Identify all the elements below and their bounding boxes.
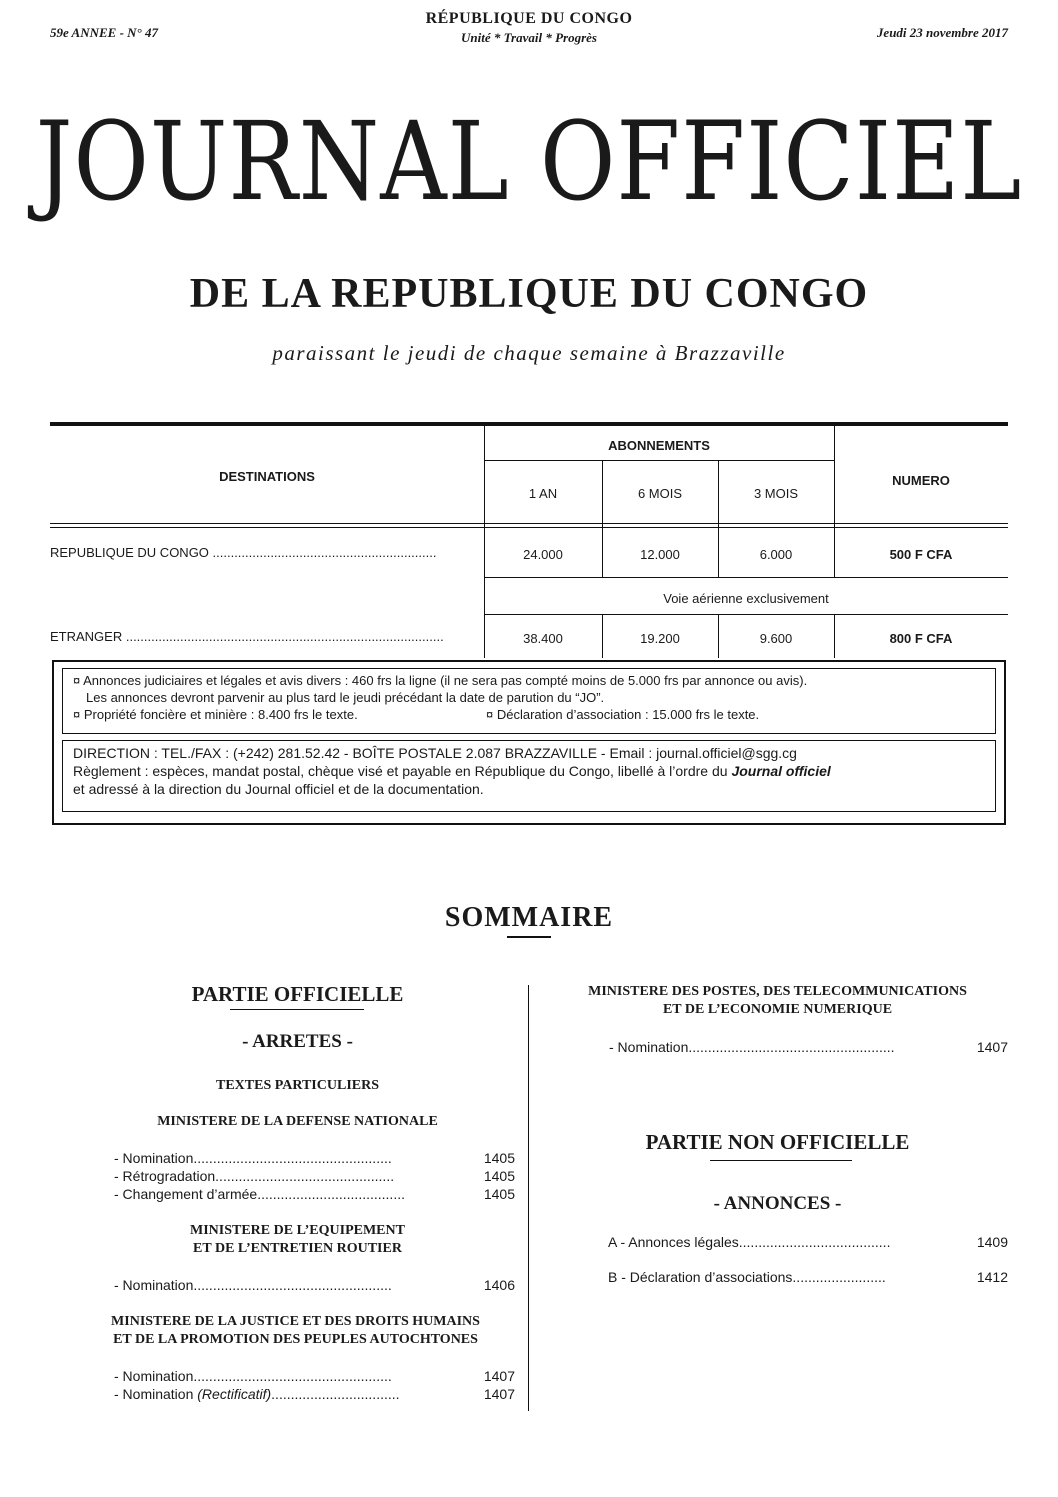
toc-entry[interactable]: - Rétrogradation.............................................. — [114, 1168, 395, 1184]
ministry-justice-heading — [58, 1313, 533, 1349]
reglement-end: et adressé à la direction du Journal officiel et de la documentation. — [73, 781, 484, 797]
toc-page: 1407 — [483, 1386, 515, 1402]
notice-line: Les annonces devront parvenir au plus tard le jeudi précédant la date de parution du “JO”. — [86, 690, 605, 705]
ministry-postes-heading — [540, 983, 1015, 1019]
partie-non-officielle-heading: PARTIE NON OFFICIELLE — [645, 1130, 910, 1154]
arretes-heading: - ARRETES - — [242, 1031, 353, 1052]
toc-page: 1412 — [976, 1269, 1008, 1285]
toc-entry[interactable]: - Nomination................................................... — [114, 1277, 392, 1293]
row-congo-3mois: 6.000 — [759, 547, 793, 562]
table-rule — [484, 460, 834, 461]
masthead-subtitle: DE LA REPUBLIQUE DU CONGO — [189, 271, 869, 317]
toc-entry[interactable]: - Nomination................................................... — [114, 1150, 392, 1166]
masthead-title: JOURNAL OFFICIEL — [35, 98, 1023, 225]
heading-underline — [710, 1160, 852, 1161]
air-mail-note: Voie aérienne exclusivement — [663, 591, 829, 606]
row-etranger-3mois: 9.600 — [759, 631, 793, 646]
toc-page: 1405 — [483, 1150, 515, 1166]
issue-date: Jeudi 23 novembre 2017 — [876, 25, 1008, 40]
header-destinations: DESTINATIONS — [219, 469, 315, 484]
header-numero: NUMERO — [892, 473, 950, 488]
country-name: RÉPUBLIQUE DU CONGO — [425, 10, 633, 27]
table-rule — [484, 614, 1008, 615]
toc-page: 1406 — [483, 1277, 515, 1293]
toc-entry[interactable]: B - Déclaration d’associations........................ — [608, 1269, 886, 1285]
toc-entry[interactable]: - Nomination (Rectificatif)................................. — [114, 1386, 400, 1402]
row-congo-6mois: 12.000 — [640, 547, 680, 562]
rectificatif-label: (Rectificatif) — [197, 1386, 272, 1402]
toc-page: 1407 — [976, 1039, 1008, 1055]
table-top-rule — [50, 422, 1008, 426]
toc-entry[interactable]: - Nomination................................................... — [114, 1368, 392, 1384]
heading-line: MINISTERE DE L’EQUIPEMENT — [190, 1223, 405, 1238]
reglement-line — [73, 762, 985, 780]
heading-underline — [230, 1009, 364, 1010]
toc-page: 1405 — [483, 1186, 515, 1202]
table-rule — [484, 426, 485, 658]
row-congo-label: REPUBLIQUE DU CONGO .............................................................. — [50, 545, 437, 560]
toc-page: 1405 — [483, 1168, 515, 1184]
notice-line — [73, 706, 985, 723]
header-abonnements: ABONNEMENTS — [608, 438, 710, 453]
row-etranger-1an: 38.400 — [523, 631, 563, 646]
heading-line: ET DE LA PROMOTION DES PEUPLES AUTOCHTONES — [113, 1332, 478, 1347]
header-1an: 1 AN — [528, 486, 558, 501]
heading-line: ET DE L’ECONOMIE NUMERIQUE — [662, 1002, 893, 1017]
reglement-text: Règlement : espèces, mandat postal, chèque visé et payable en République du Congo, libellé à l’ordre du — [73, 763, 728, 779]
row-etranger-label: ETRANGER ........................................................................................ — [50, 629, 444, 644]
table-rule — [484, 577, 1008, 578]
notice-association: ¤ Déclaration d’association : 15.000 frs le texte. — [486, 707, 760, 722]
issue-number: 59e ANNEE - N° 47 — [50, 25, 158, 40]
annonces-heading: - ANNONCES - — [713, 1193, 842, 1214]
reglement-journal: Journal officiel — [731, 763, 831, 779]
heading-line: MINISTERE DES POSTES, DES TELECOMMUNICATIONS — [588, 984, 967, 999]
masthead-tagline: paraissant le jeudi de chaque semaine à Brazzaville — [272, 341, 786, 365]
toc-entry[interactable]: A - Annonces légales....................................... — [608, 1234, 891, 1250]
ministry-equipement-heading — [60, 1222, 535, 1258]
row-congo-numero: 500 F CFA — [889, 547, 953, 562]
heading-line: ET DE L’ENTRETIEN ROUTIER — [193, 1241, 402, 1256]
toc-page: 1409 — [976, 1234, 1008, 1250]
partie-officielle-heading: PARTIE OFFICIELLE — [191, 982, 404, 1006]
notice-propriete: ¤ Propriété foncière et minière : 8.400 frs le texte. — [73, 707, 358, 722]
subscription-table — [50, 422, 1008, 662]
national-motto: Unité * Travail * Progrès — [460, 30, 597, 45]
notice-line: ¤ Annonces judiciaires et légales et avis divers : 460 frs la ligne (il ne sera pas compté moins de 5.000 frs par annonce ou avis). — [73, 673, 808, 688]
toc-page: 1407 — [483, 1368, 515, 1384]
sommaire-underline — [507, 936, 551, 938]
row-congo-1an: 24.000 — [523, 547, 563, 562]
pricing-notice — [62, 668, 996, 734]
table-rule — [50, 527, 1008, 528]
toc-entry[interactable]: - Nomination..................................................... — [609, 1039, 895, 1055]
row-etranger-6mois: 19.200 — [640, 631, 680, 646]
notice-box — [52, 660, 1006, 825]
table-rule — [50, 523, 1008, 524]
sommaire-title: SOMMAIRE — [444, 902, 614, 933]
direction-contact: DIRECTION : TEL./FAX : (+242) 281.52.42 - BOÎTE POSTALE 2.087 BRAZZAVILLE - Email : journal.officiel@sgg.cg — [73, 745, 797, 761]
heading-line: MINISTERE DE LA JUSTICE ET DES DROITS HUMAINS — [111, 1314, 480, 1329]
header-center — [0, 10, 1058, 46]
direction-notice — [62, 740, 996, 812]
toc-entry[interactable]: - Changement d’armée...................................... — [114, 1186, 405, 1202]
ministry-defense-heading: MINISTERE DE LA DEFENSE NATIONALE — [157, 1114, 438, 1129]
header-6mois: 6 MOIS — [637, 486, 683, 501]
header-3mois: 3 MOIS — [753, 486, 799, 501]
textes-particuliers-heading: TEXTES PARTICULIERS — [215, 1078, 380, 1093]
row-etranger-numero: 800 F CFA — [889, 631, 953, 646]
